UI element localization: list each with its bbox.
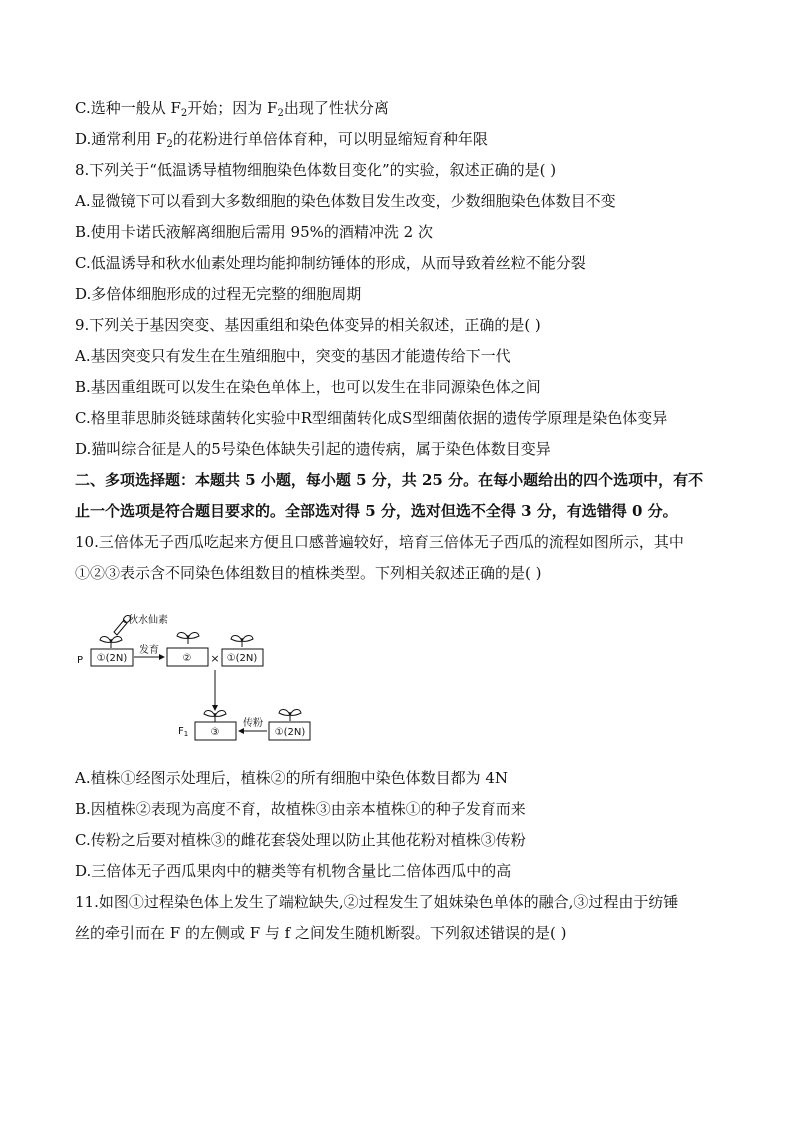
q10-stem-line1: 10.三倍体无子西瓜吃起来方便且口感普遍较好，培育三倍体无子西瓜的流程如图所示，其中	[75, 533, 684, 551]
p-generation-label: P	[77, 655, 84, 666]
colchicine-label: 秋水仙素	[128, 615, 168, 626]
plant-icon	[231, 635, 253, 647]
q8-option-c: C.低温诱导和秋水仙素处理均能抑制纺锤体的形成，从而导致着丝粒不能分裂	[75, 254, 586, 272]
q8-option-a: A.显微镜下可以看到大多数细胞的染色体数目发生改变，少数细胞染色体数目不变	[75, 192, 616, 210]
section2-instructions-line1: 二、多项选择题：本题共 5 小题，每小题 5 分，共 25 分。在每小题给出的四个选项中，有不	[75, 471, 704, 489]
q10-option-d: D.三倍体无子西瓜果肉中的糖类等有机物含量比二倍体西瓜中的高	[75, 862, 512, 880]
q9-option-b: B.基因重组既可以发生在染色单体上，也可以发生在非同源染色体之间	[75, 378, 541, 396]
develop-label: 发育	[139, 645, 159, 656]
q8-option-d: D.多倍体细胞形成的过程无完整的细胞周期	[75, 285, 362, 303]
q9-option-a: A.基因突变只有发生在生殖细胞中，突变的基因才能遗传给下一代	[75, 347, 511, 365]
q9-option-d: D.猫叫综合征是人的5号染色体缺失引起的遗传病，属于染色体数目变异	[75, 440, 551, 458]
q11-stem-line1: 11.如图①过程染色体上发生了端粒缺失,②过程发生了姐妹染色单体的融合,③过程由于纺锤	[75, 893, 679, 911]
section2-instructions-line2: 止一个选项是符合题目要求的。全部选对得 5 分，选对但选不全得 3 分，有选错得 0 分。	[75, 502, 678, 520]
q10-option-c: C.传粉之后要对植株③的雌花套袋处理以防止其他花粉对植株③传粉	[75, 831, 526, 849]
cross-symbol: ×	[210, 652, 220, 665]
plant-icon	[204, 710, 226, 722]
plant-icon	[177, 632, 199, 644]
q9-option-c: C.格里菲思肺炎链球菌转化实验中R型细菌转化成S型细菌依据的遗传学原理是染色体变异	[75, 409, 668, 427]
q10-option-b: B.因植株②表现为高度不育，故植株③由亲本植株①的种子发育而来	[75, 800, 526, 818]
plant-icon	[100, 636, 122, 648]
plant-icon	[279, 709, 301, 721]
plant-pollen-label: ①(2N)	[274, 727, 306, 738]
q9-stem: 9.下列关于基因突变、基因重组和染色体变异的相关叙述，正确的是( )	[75, 316, 541, 334]
plant-1-label: ①(2N)	[96, 653, 128, 664]
q7-option-c: C.选种一般从 $F_2$开始；因为 $F_2$出现了性状分离	[75, 99, 389, 119]
plant-f1-label: ③	[210, 727, 220, 738]
q8-option-b: B.使用卡诺氏液解离细胞后需用 95%的酒精冲洗 2 次	[75, 223, 433, 241]
plant-2-label: ②	[182, 653, 192, 664]
f1-generation-label: $F_1$	[178, 726, 189, 738]
q11-stem-line2: 丝的牵引而在 F 的左侧或 F 与 f 之间发生随机断裂。下列叙述错误的是( )	[75, 924, 567, 942]
q10-stem-line2: ①②③表示含不同染色体组数目的植株类型。下列相关叙述正确的是( )	[75, 564, 542, 582]
pollinate-label: 传粉	[243, 718, 263, 729]
q10-option-a: A.植株①经图示处理后，植株②的所有细胞中染色体数目都为 4N	[75, 769, 509, 787]
q8-stem: 8.下列关于“低温诱导植物细胞染色体数目变化”的实验，叙述正确的是( )	[75, 161, 557, 179]
q7-option-d: D.通常利用 $F_2$的花粉进行单倍体育种，可以明显缩短育种年限	[75, 130, 488, 150]
watermelon-breeding-diagram	[70, 604, 330, 752]
plant-3-label: ①(2N)	[226, 653, 258, 664]
